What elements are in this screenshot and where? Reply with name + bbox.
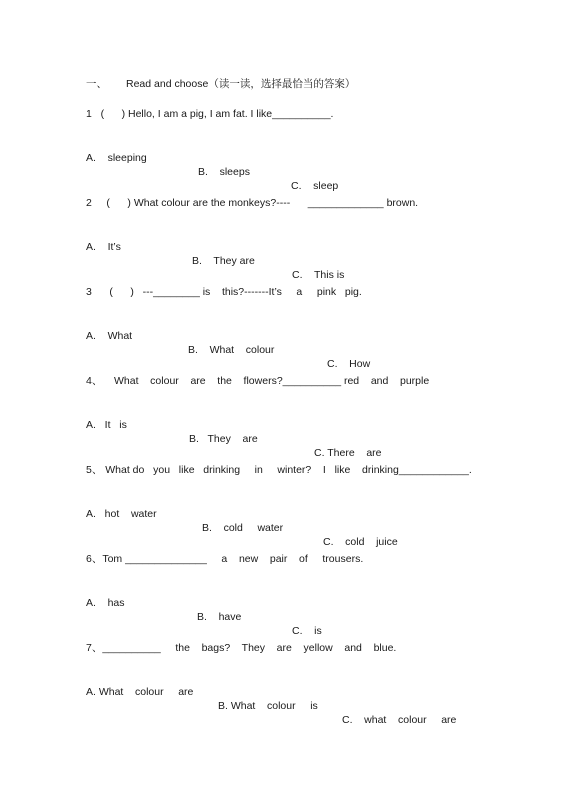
question-5-option-c[interactable]: C. cold juice [323,536,398,548]
question-5-stem: 5、 What do you like drinking in winter? I like drinking____________. [86,464,472,476]
question-6-stem: 6、Tom ______________ a new pair of trousers. [86,553,364,565]
question-1-stem: 1 ( ) Hello, I am a pig, I am fat. I like__________. [86,108,334,120]
question-6-option-c[interactable]: C. is [292,625,322,637]
question-7-stem: 7、__________ the bags? They are yellow and blue. [86,642,397,654]
question-4-options [86,404,382,459]
question-2-option-c[interactable]: C. This is [292,269,345,281]
question-5-option-b[interactable]: B. cold water [202,522,284,534]
question-4-option-a[interactable]: A. It is [86,419,127,431]
question-2-options [86,226,345,281]
question-3-options [86,315,371,370]
question-4-stem: 4、 What colour are the flowers?__________ red and purple [86,375,430,387]
question-1-option-c[interactable]: C. sleep [291,180,339,192]
question-1-option-a[interactable]: A. sleeping [86,152,147,164]
question-6-option-a[interactable]: A. has [86,597,125,609]
question-1-option-b[interactable]: B. sleeps [198,166,250,178]
question-3-option-a[interactable]: A. What [86,330,133,342]
question-1-options [86,137,339,192]
question-3-option-b[interactable]: B. What colour [188,344,275,356]
question-7-option-b[interactable]: B. What colour is [218,700,318,712]
question-2-option-a[interactable]: A. It’s [86,241,121,253]
question-2-option-b[interactable]: B. They are [192,255,255,267]
question-3-option-c[interactable]: C. How [327,358,371,370]
section-heading [86,77,355,91]
question-7-option-a[interactable]: A. What colour are [86,686,194,698]
question-2-stem: 2 ( ) What colour are the monkeys?---- _____________ brown. [86,197,419,209]
question-5-option-a[interactable]: A. hot water [86,508,157,520]
question-7-option-c[interactable]: C. what colour are [342,714,457,726]
section-title: Read and choose（读一读，选择最恰当的答案） [126,78,356,90]
question-4-option-b[interactable]: B. They are [189,433,258,445]
question-3-stem: 3 ( ) ---________ is this?-------It’s a pink pig. [86,286,362,298]
question-4-option-c[interactable]: C. There are [314,447,382,459]
section-number: 一、 [86,78,107,90]
question-6-options [86,582,322,637]
question-7-options [86,671,457,726]
question-6-option-b[interactable]: B. have [197,611,242,623]
question-5-options [86,493,398,548]
